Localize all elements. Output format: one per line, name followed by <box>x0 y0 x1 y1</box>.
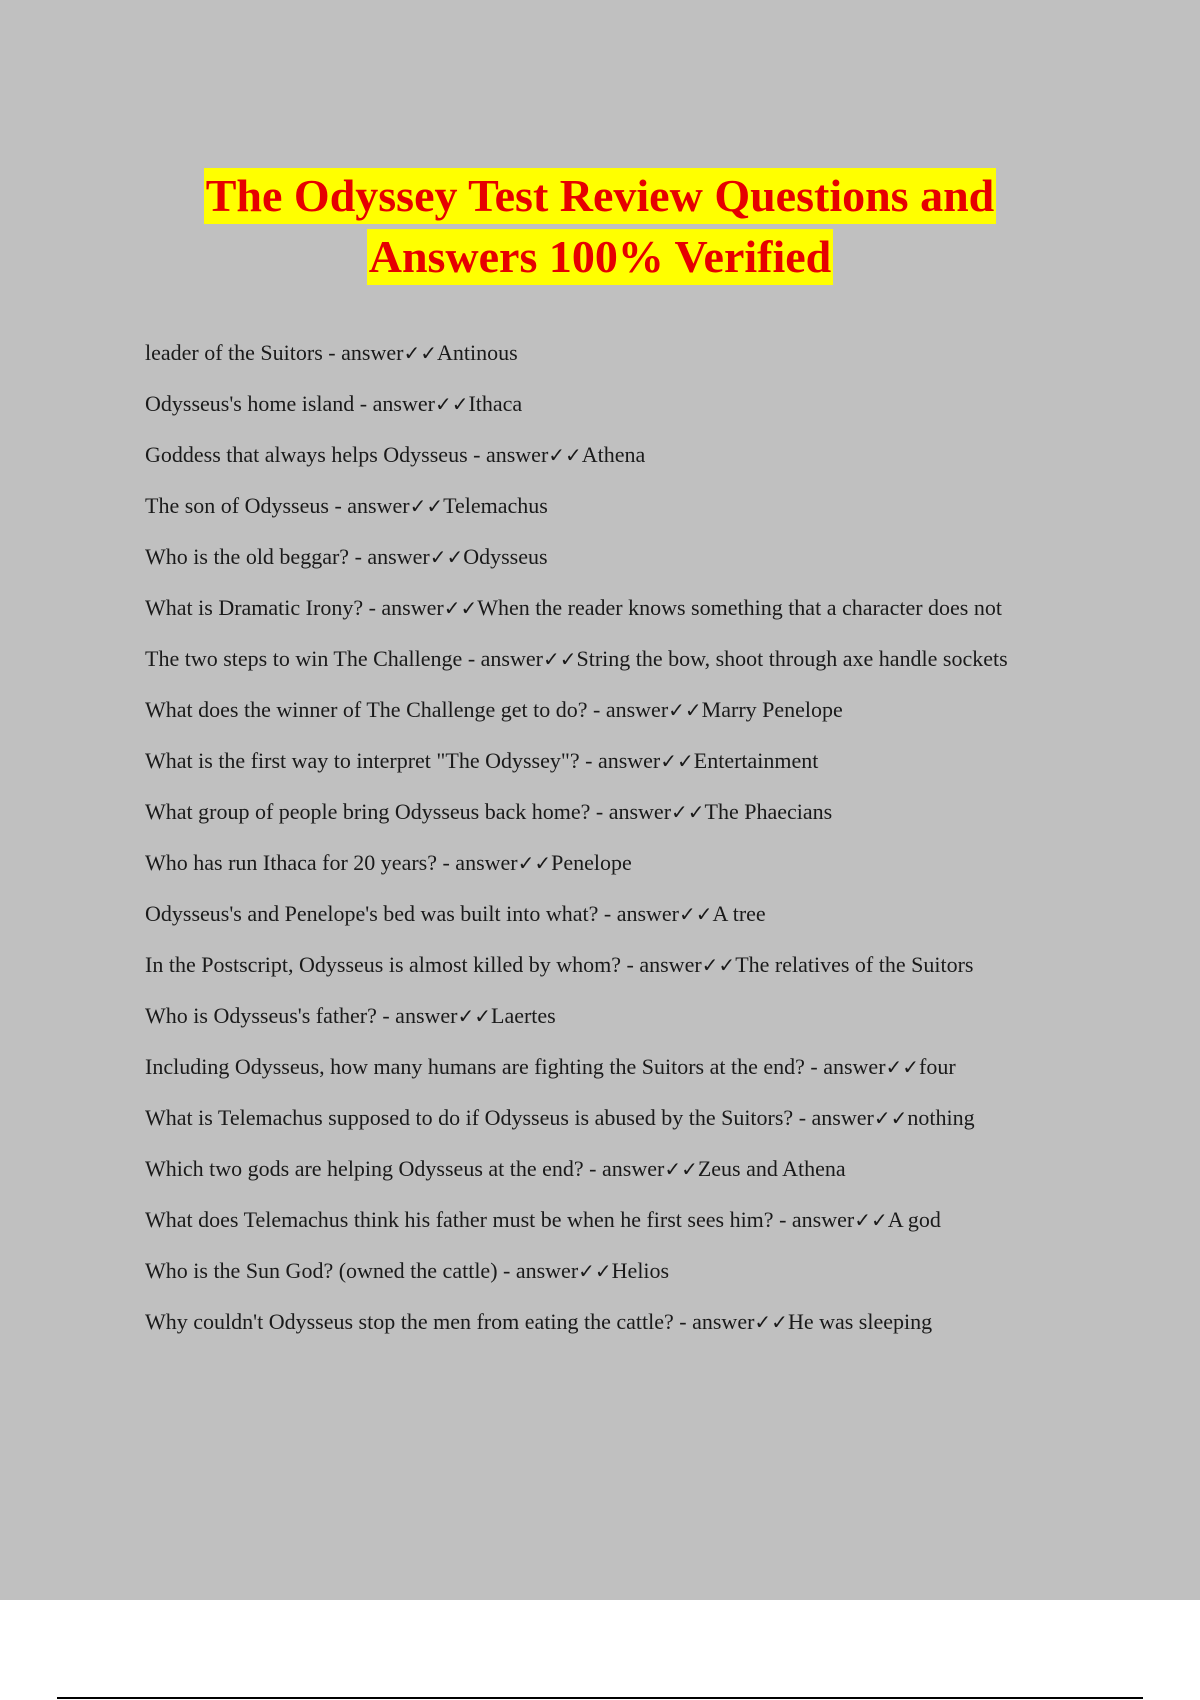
answer-text: Ithaca <box>468 391 523 416</box>
answer-text: Athena <box>581 442 646 467</box>
qa-item <box>145 797 1065 827</box>
qa-item <box>145 695 1065 725</box>
check-mark-icon: ✓✓ <box>660 749 694 773</box>
answer-separator: - answer <box>462 646 543 671</box>
footer-divider <box>57 1697 1143 1699</box>
qa-item <box>145 1154 1065 1184</box>
qa-item <box>145 848 1065 878</box>
question-text: What is Telemachus supposed to do if Odysseus is abused by the Suitors? <box>145 1105 794 1130</box>
answer-text: nothing <box>907 1105 975 1130</box>
answer-separator: - answer <box>590 799 672 824</box>
answer-separator: - answer <box>773 1207 855 1232</box>
answer-text: Zeus and Athena <box>697 1156 846 1181</box>
answer-separator: - answer <box>598 901 680 926</box>
answer-separator: - answer <box>793 1105 874 1130</box>
answer-text: String the bow, shoot through axe handle sockets <box>576 646 1008 671</box>
answer-separator: - answer <box>583 1156 665 1181</box>
check-mark-icon: ✓✓ <box>403 341 437 365</box>
qa-item <box>145 1205 1065 1235</box>
qa-item <box>145 899 1065 929</box>
qa-item <box>145 1256 1065 1286</box>
title-line-1: The Odyssey Test Review Questions and <box>204 168 997 224</box>
answer-separator: - answer <box>376 1003 458 1028</box>
question-text: Who has run Ithaca for 20 years? <box>145 850 437 875</box>
check-mark-icon: ✓✓ <box>679 902 713 926</box>
check-mark-icon: ✓✓ <box>457 1004 492 1028</box>
answer-separator: - answer <box>673 1309 755 1334</box>
answer-text: When the reader knows something that a character does not <box>477 595 1002 620</box>
question-text: What group of people bring Odysseus back home? <box>145 799 591 824</box>
qa-item <box>145 1103 1065 1133</box>
check-mark-icon: ✓✓ <box>854 1208 888 1232</box>
qa-list <box>145 338 1065 1358</box>
check-mark-icon: ✓✓ <box>429 545 464 569</box>
question-text: Who is Odysseus's father? <box>145 1003 377 1028</box>
answer-text: Antinous <box>436 340 518 365</box>
answer-text: The Phaecians <box>704 799 833 824</box>
answer-text: Odysseus <box>463 544 548 569</box>
question-text: Odysseus's home island <box>145 391 355 416</box>
check-mark-icon: ✓✓ <box>668 698 702 722</box>
question-text: The two steps to win The Challenge <box>145 646 463 671</box>
qa-item <box>145 593 1065 623</box>
qa-item <box>145 1052 1065 1082</box>
answer-text: Penelope <box>551 850 632 875</box>
check-mark-icon: ✓✓ <box>671 800 705 824</box>
answer-separator: - answer <box>497 1258 579 1283</box>
answer-separator: - answer <box>579 748 661 773</box>
answer-text: A tree <box>712 901 766 926</box>
check-mark-icon: ✓✓ <box>885 1055 920 1079</box>
answer-separator: - answer <box>467 442 549 467</box>
question-text: Odysseus's and Penelope's bed was built into what? <box>145 901 599 926</box>
answer-separator: - answer <box>363 595 444 620</box>
answer-separator: - answer <box>436 850 518 875</box>
check-mark-icon: ✓✓ <box>548 443 582 467</box>
answer-separator: - answer <box>349 544 430 569</box>
check-mark-icon: ✓✓ <box>434 392 469 416</box>
question-text: What is the first way to interpret "The Odyssey"? <box>145 748 580 773</box>
question-text: Who is the old beggar? <box>145 544 350 569</box>
check-mark-icon: ✓✓ <box>754 1310 788 1334</box>
answer-text: Marry Penelope <box>701 697 843 722</box>
answer-text: Laertes <box>491 1003 556 1028</box>
answer-text: four <box>919 1054 956 1079</box>
question-text: What does the winner of The Challenge get to do? <box>145 697 588 722</box>
check-mark-icon: ✓✓ <box>542 647 577 671</box>
answer-separator: - answer <box>322 340 404 365</box>
document-title <box>0 168 1200 290</box>
answer-text: Entertainment <box>693 748 819 773</box>
title-line-2: Answers 100% Verified <box>367 229 834 285</box>
check-mark-icon: ✓✓ <box>664 1157 698 1181</box>
answer-text: Telemachus <box>443 493 548 518</box>
qa-item <box>145 440 1065 470</box>
question-text: Including Odysseus, how many humans are fighting the Suitors at the end? <box>145 1054 805 1079</box>
check-mark-icon: ✓✓ <box>517 851 552 875</box>
answer-separator: - answer <box>587 697 669 722</box>
question-text: leader of the Suitors <box>145 340 323 365</box>
qa-item <box>145 1001 1065 1031</box>
question-text: The son of Odysseus <box>145 493 329 518</box>
answer-text: The relatives of the Suitors <box>735 952 974 977</box>
qa-item <box>145 644 1065 674</box>
check-mark-icon: ✓✓ <box>443 596 478 620</box>
question-text: What is Dramatic Irony? <box>145 595 364 620</box>
qa-item <box>145 389 1065 419</box>
answer-separator: - answer <box>328 493 410 518</box>
qa-item <box>145 491 1065 521</box>
qa-item <box>145 1307 1065 1337</box>
qa-item <box>145 338 1065 368</box>
qa-item <box>145 746 1065 776</box>
answer-separator: - answer <box>354 391 435 416</box>
qa-item <box>145 950 1065 980</box>
question-text: What does Telemachus think his father must be when he first sees him? <box>145 1207 774 1232</box>
check-mark-icon: ✓✓ <box>578 1259 612 1283</box>
question-text: Who is the Sun God? (owned the cattle) <box>145 1258 498 1283</box>
question-text: Which two gods are helping Odysseus at the end? <box>145 1156 584 1181</box>
answer-separator: - answer <box>621 952 702 977</box>
answer-text: Helios <box>611 1258 670 1283</box>
answer-text: A god <box>887 1207 941 1232</box>
question-text: Goddess that always helps Odysseus <box>145 442 468 467</box>
answer-separator: - answer <box>804 1054 886 1079</box>
question-text: Why couldn't Odysseus stop the men from eating the cattle? <box>145 1309 674 1334</box>
check-mark-icon: ✓✓ <box>409 494 444 518</box>
check-mark-icon: ✓✓ <box>873 1106 908 1130</box>
question-text: In the Postscript, Odysseus is almost killed by whom? <box>145 952 622 977</box>
qa-item <box>145 542 1065 572</box>
check-mark-icon: ✓✓ <box>701 953 736 977</box>
answer-text: He was sleeping <box>787 1309 933 1334</box>
